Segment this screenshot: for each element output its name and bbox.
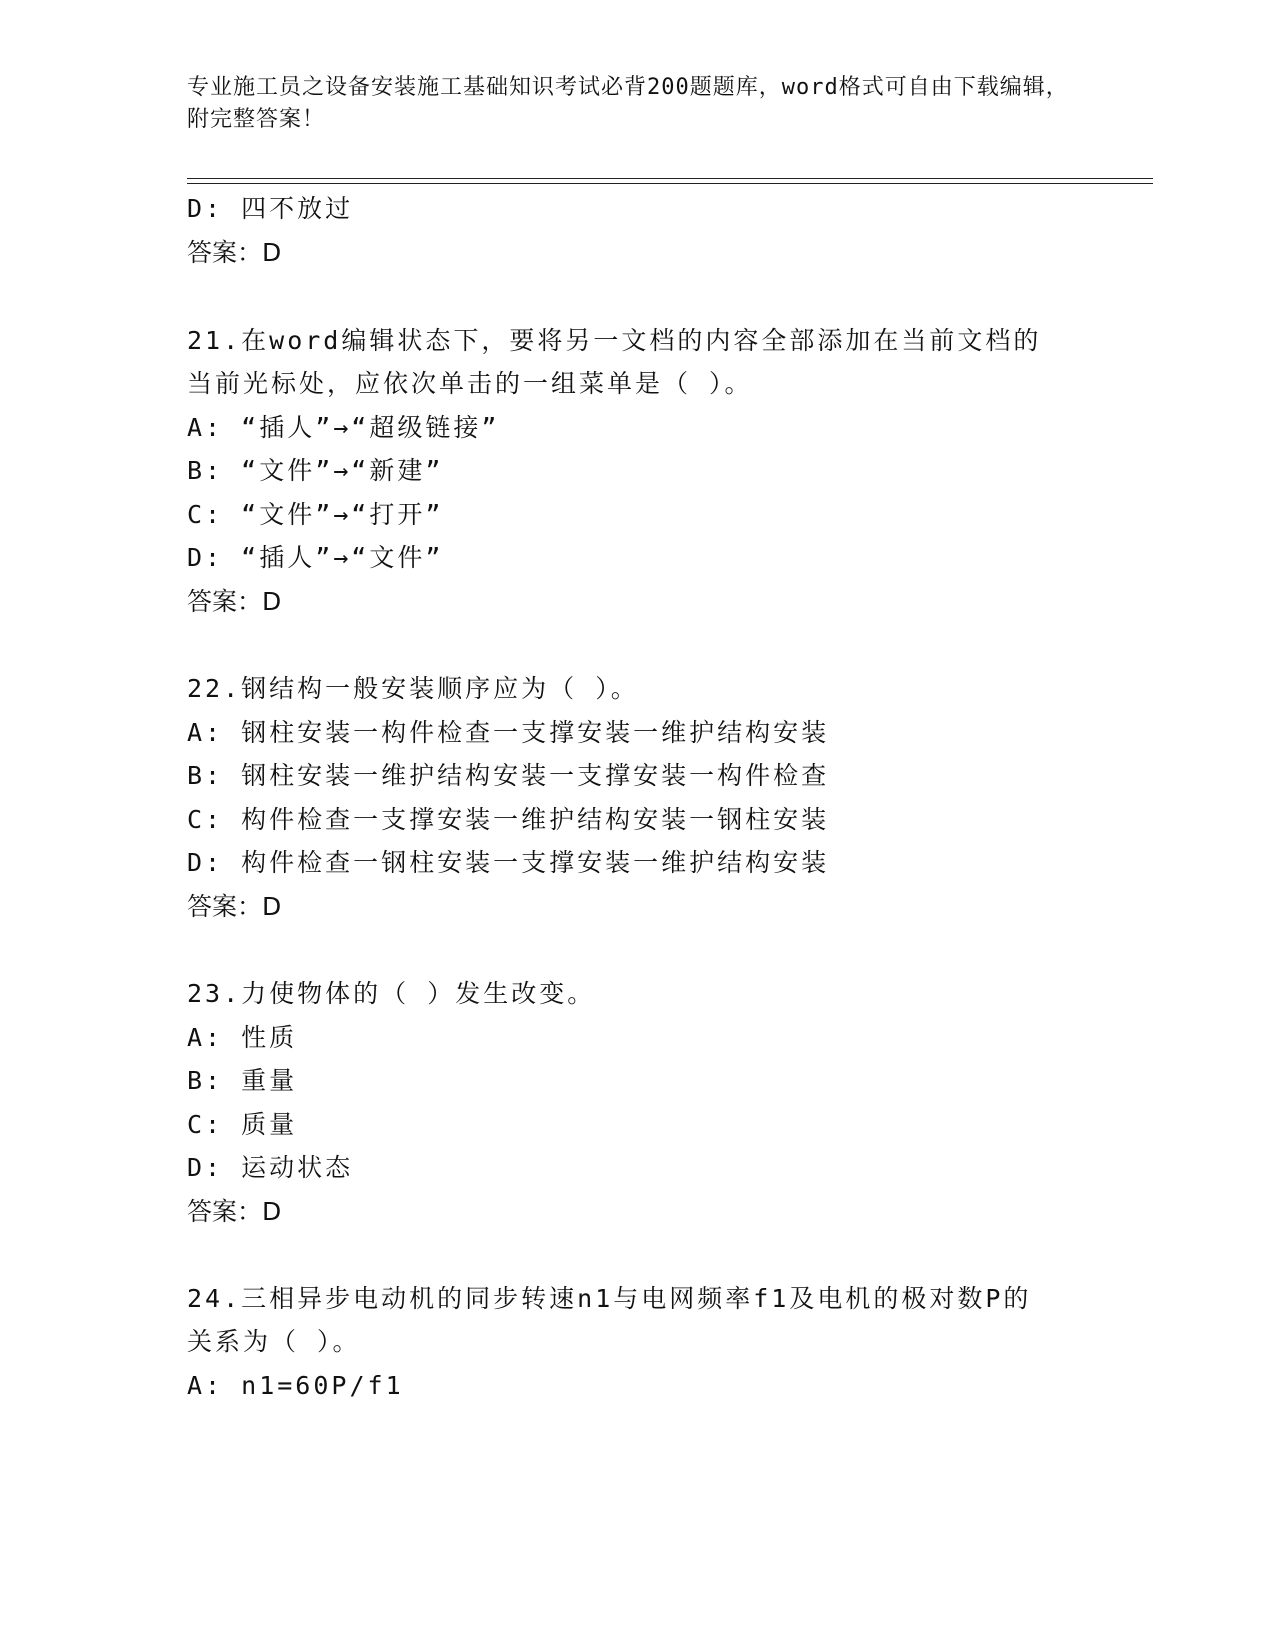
q22-option-c: C: 构件检查一支撑安装一维护结构安装一钢柱安装 (187, 805, 830, 834)
header-divider-bottom (187, 183, 1153, 184)
prev-answer: 答案：D (187, 238, 282, 267)
q21-option-c: C: “文件”→“打开” (187, 500, 444, 529)
prev-option-d: D: 四不放过 (187, 194, 354, 223)
q22-answer: 答案：D (187, 892, 282, 921)
q21-answer: 答案：D (187, 587, 282, 616)
q23-option-d: D: 运动状态 (187, 1153, 354, 1182)
q24-text-line1: 24.三相异步电动机的同步转速n1与电网频率f1及电机的极对数P的 (187, 1284, 1032, 1313)
q21-option-d: D: “插人”→“文件” (187, 543, 444, 572)
q21-text-line1: 21.在word编辑状态下，要将另一文档的内容全部添加在当前文档的 (187, 326, 1042, 355)
q21-option-a: A: “插人”→“超级链接” (187, 413, 500, 442)
q23-option-c: C: 质量 (187, 1110, 298, 1139)
q22-option-d: D: 构件检查一钢柱安装一支撑安装一维护结构安装 (187, 848, 830, 877)
q21-text-line2: 当前光标处，应依次单击的一组菜单是（ ）。 (187, 369, 753, 398)
q23-text: 23.力使物体的（ ）发生改变。 (187, 979, 596, 1008)
document-header: 专业施工员之设备安装施工基础知识考试必背200题题库，word格式可自由下载编辑，附完整答案！ (187, 75, 1069, 132)
q23-answer: 答案：D (187, 1197, 282, 1226)
q23-option-b: B: 重量 (187, 1066, 298, 1095)
q24-option-a: A: n1=60P/f1 (187, 1371, 404, 1400)
q24-text-line2: 关系为（ ）。 (187, 1327, 361, 1356)
q22-option-b: B: 钢柱安装一维护结构安装一支撑安装一构件检查 (187, 761, 830, 790)
q23-option-a: A: 性质 (187, 1023, 298, 1052)
header-divider-top (187, 178, 1153, 179)
q21-option-b: B: “文件”→“新建” (187, 456, 444, 485)
q22-text: 22.钢结构一般安装顺序应为（ ）。 (187, 674, 639, 703)
q22-option-a: A: 钢柱安装一构件检查一支撑安装一维护结构安装 (187, 718, 830, 747)
